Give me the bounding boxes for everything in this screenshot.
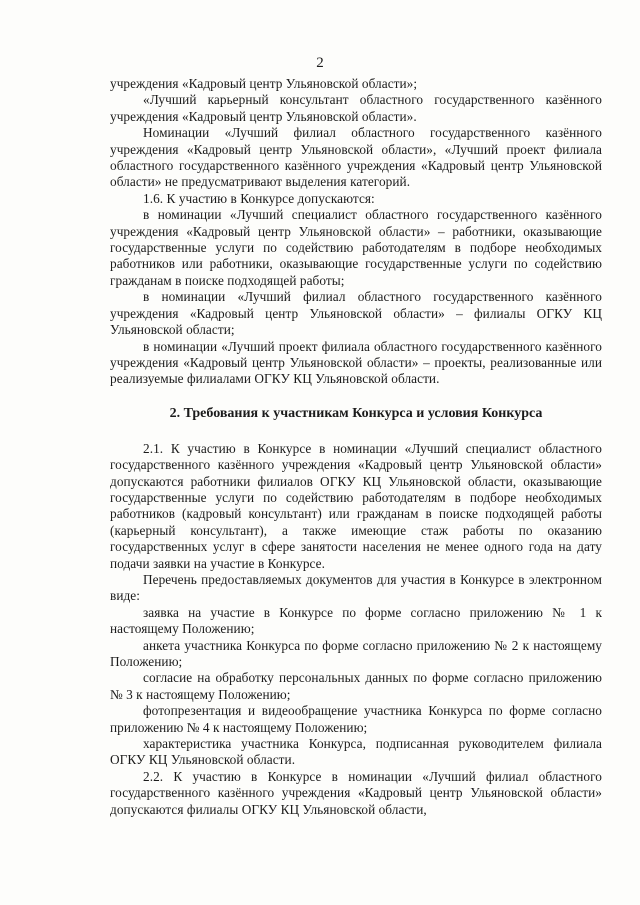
list-item-reference: характеристика участника Конкурса, подписанная руководителем филиала ОГКУ КЦ Ульяновской области. xyxy=(110,736,602,768)
page-number: 2 xyxy=(316,55,324,71)
document-body xyxy=(110,76,602,818)
paragraph-nomination-branch: в номинации «Лучший филиал областного государственного казённого учреждения «Кадровый центр Ульяновской области» – филиалы ОГКУ КЦ Ульяновской области; xyxy=(110,289,602,338)
list-item-application: заявка на участие в Конкурсе по форме согласно приложению № 1 к настоящему Положению; xyxy=(110,604,602,637)
paragraph-1-6: 1.6. К участию в Конкурсе допускаются: xyxy=(143,190,375,206)
paragraph-continuation: учреждения «Кадровый центр Ульяновской области»; xyxy=(110,76,418,91)
section-heading: 2. Требования к участникам Конкурса и условия Конкурса xyxy=(169,405,543,421)
list-item-consent: согласие на обработку персональных данных по форме согласно приложению № 3 к настоящему Положению; xyxy=(110,670,602,702)
paragraph-nomination-specialist: в номинации «Лучший специалист областного государственного казённого учреждения «Кадровый центр Ульяновской области» – работники, оказывающие государственные услуги по содействию работодателям в подборе необходимых работников или работники, оказывающие государственные услуги по содействию гражданам в поиске подходящей работы; xyxy=(110,207,602,288)
paragraph-2-1: 2.1. К участию в Конкурсе в номинации «Лучший специалист областного государственного казённого учреждения «Кадровый центр Ульяновской области» допускаются работники филиалов ОГКУ КЦ Ульяновской области, оказывающие государственные услуги по содействию работодателям в подборе необходимых работников (кадровый консультант) или гражданам в поиске подходящей работы (карьерный консультант), а также имеющие стаж работы по оказанию государственных услуг в сфере занятости населения не менее одного года на дату подачи заявки на участие в Конкурсе. xyxy=(110,440,602,571)
paragraph-nomination-project: в номинации «Лучший проект филиала областного государственного казённого учреждения «Кадровый центр Ульяновской области» – проекты, реализованные или реализуемые филиалами ОГКУ КЦ Ульяновской области. xyxy=(110,338,602,387)
paragraph-career-consultant: «Лучший карьерный консультант областного государственного казённого учреждения «Кадровый центр Ульяновской области». xyxy=(110,92,602,124)
paragraph-nominations-no-categories: Номинации «Лучший филиал областного государственного казённого учреждения «Кадровый центр Ульяновской области», «Лучший проект филиала областного государственного казённого учреждения «Кадровый центр Ульяновской области» не предусматривают выделения категорий. xyxy=(110,125,602,190)
paragraph-2-2: 2.2. К участию в Конкурсе в номинации «Лучший филиал областного государственного казённого учреждения «Кадровый центр Ульяновской области» допускаются филиалы ОГКУ КЦ Ульяновской области, xyxy=(110,768,602,817)
paragraph-documents-list-intro: Перечень предоставляемых документов для участия в Конкурсе в электронном виде: xyxy=(110,571,602,604)
list-item-photo-video: фотопрезентация и видеообращение участника Конкурса по форме согласно приложению № 4 к настоящему Положению; xyxy=(110,703,602,735)
list-item-questionnaire: анкета участника Конкурса по форме согласно приложению № 2 к настоящему Положению; xyxy=(110,637,602,669)
